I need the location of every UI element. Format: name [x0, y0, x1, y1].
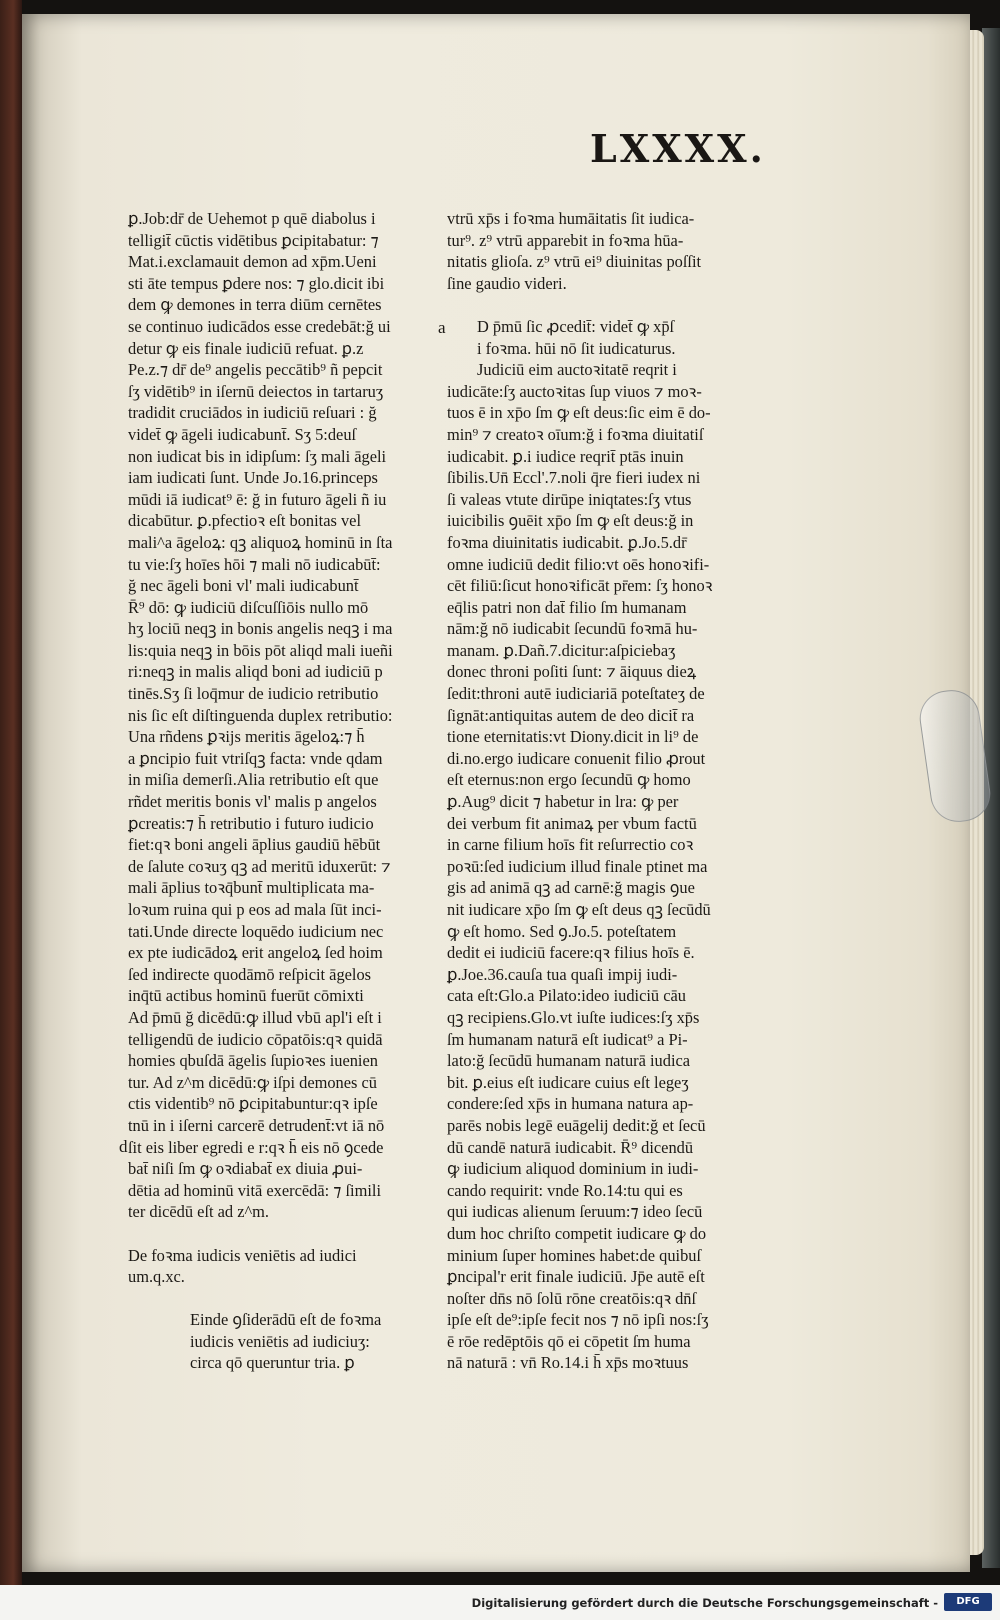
text-line: tradidit cruciādos in iudiciū reſuari : ğ [128, 403, 377, 423]
text-line: dem ꝙ demones in terra diūm cernētes [128, 295, 382, 315]
right-text-column [447, 208, 712, 1374]
text-line: sti āte tempus ꝑdere nos: ⁊ glo.dicit ibi [128, 273, 385, 293]
text-line: nām:ğ nō iudicabit ſecundū foꝛmā hu- [447, 619, 698, 639]
folio-number: LXXXX. [590, 126, 766, 171]
text-line: minium ſuper homines habet:de quibuſ [447, 1245, 702, 1265]
text-line: Una rñdens ꝑꝛijs meritis āgeloꝝ:⁊ h̄ [128, 727, 365, 747]
text-line: ſine gaudio videri. [447, 273, 567, 293]
text-line: ſedit:throni autē iudiciariā poteſtateʒ de [447, 684, 705, 704]
text-line: ğ nec āgeli boni vl' mali iudicabunt̄ [128, 576, 359, 596]
text-line: D p̄mū ſic ꝓcedit̄: videt̄ ꝙ xp̄ſ [477, 316, 675, 336]
text-line: ſibilis.Un̄ Eccl'.7.noli q̄re fieri iudex ni [447, 468, 701, 488]
text-line: telligit̄ cūctis vidētibus ꝑcipitabatur: ⁊ [128, 230, 379, 250]
section-marker-a: a [438, 318, 446, 337]
text-line: manam. ꝑ.Dañ.7.dicitur:aſpiciebaʒ [447, 640, 676, 660]
text-line: tur. Ad z^m dicēdū:ꝙ iſpi demones cū [128, 1072, 377, 1092]
text-line: Ad p̄mū ğ dicēdū:ꝙ illud vbū apl'i eſt i [128, 1007, 382, 1027]
line-gap [447, 294, 712, 316]
text-line: de ſalute coꝛuʒ qꝫ ad meritū iduxerūt: ⁊ [128, 856, 391, 876]
text-line: dei verbum fit animaꝝ per vbum factū [447, 813, 697, 833]
text-line: mali^a āgeloꝝ: qꝫ aliquoꝝ hominū in ſta [128, 532, 393, 552]
text-line: ctis videntib⁹ nō ꝑcipitabuntur:qꝛ ipſe [128, 1094, 378, 1114]
text-line: ꝑcreatis:⁊ h̄ retributio i futuro iudicio [128, 813, 374, 833]
text-line: condere:ſed xp̄s in humana natura ap- [447, 1094, 694, 1114]
text-line: ter dicēdū eſt ad z^m. [128, 1202, 270, 1222]
text-line: tu vie:ſʒ hoīes hōi ⁊ mali nō iudicabūt̄: [128, 554, 381, 574]
text-line: non iudicat bis in idipſum: ſʒ mali āgeli [128, 446, 387, 466]
question-heading-line: De foꝛma iudicis veniētis ad iudici [128, 1245, 357, 1265]
text-line: tati.Unde directe loquēdo iudicium nec [128, 921, 384, 941]
text-line: Judiciū eim auctoꝛitatē reqrit i [477, 360, 677, 380]
text-line: ſʒ vidētib⁹ in iſernū deiectos in tartaruʒ [128, 381, 384, 401]
text-line: iudicabit. ꝑ.i iudice reqrit̄ ptās inuin [447, 446, 684, 466]
text-line: iudicāte:ſʒ auctoꝛitas ſup viuos ⁊ moꝛ- [447, 381, 702, 401]
text-line: i foꝛma. hūi nō ſit iudicaturus. [477, 338, 676, 358]
text-line: telligendū de iudicio cōpatōis:qꝛ quidā [128, 1029, 383, 1049]
text-line: in carne filium hoīs fit reſurrectio coꝛ [447, 835, 694, 855]
text-line: ſignāt:antiquitas autem de deo dicit̄ ra [447, 705, 695, 725]
text-line: cata eſt:Glo.a Pilato:ideo iudiciū cāu [447, 986, 686, 1006]
text-line: eſt eternus:non ergo ſecundū ꝙ homo [447, 770, 691, 790]
text-line: a ꝑncipio fuit vtriſqꝫ facta: vnde qdam [128, 748, 383, 768]
text-line: videt̄ ꝙ āgeli iudicabunt̄. Sʒ 5:deuſ [128, 424, 357, 444]
text-line: ſi valeas vtute dirūpe iniqtates:ſʒ vtus [447, 489, 692, 509]
text-line: ſed indirecte quodāmō reſpicit āgelos [128, 964, 372, 984]
text-line: bat̄ niſi ſm ꝙ oꝛdiabat̄ ex diuia ꝓui- [128, 1159, 363, 1179]
text-line: iudicis veniētis ad iudiciuʒ: [190, 1331, 370, 1351]
text-line: lis:quia neqꝫ in bōis pōt aliqd mali iueñi [128, 640, 393, 660]
text-line: min⁹ ⁊ creatoꝛ oīum:ğ i foꝛma diuitatiſ [447, 424, 704, 444]
text-line: hʒ lociū neqꝫ in bonis angelis neqꝫ i ma [128, 619, 393, 639]
footer-bar [0, 1585, 1000, 1620]
line-gap [128, 1223, 393, 1245]
text-line: cando requirit: vnde Ro.14:tu qui es [447, 1180, 683, 1200]
text-line: Einde ꝯſiderādū eſt de foꝛma [190, 1310, 382, 1330]
text-line: tione eternitatis:vt Diony.dicit in li⁹ de [447, 727, 699, 747]
text-line: ex pte iudicādoꝝ erit angeloꝝ ſed hoim [128, 943, 383, 963]
text-line: detur ꝙ eis finale iudiciū refuat. ꝑ.z [128, 338, 364, 358]
text-line: ꝑ.Job:dr̄ de Uehemot p quē diabolus i [128, 209, 376, 228]
text-line: ꝙ iudicium aliquod dominium in iudi- [447, 1159, 699, 1179]
text-line: foꝛma diuinitatis iudicabit. ꝑ.Jo.5.dr̄ [447, 532, 687, 552]
text-line: qui iudicas alienum ſeruum:⁊ ideo ſecū [447, 1202, 703, 1222]
text-line: ri:neqꝫ in malis aliqd boni ad iudiciū p [128, 662, 383, 682]
line-gap [128, 1288, 393, 1310]
text-line: in miſia demerſi.Alia retributio eſt que [128, 770, 379, 790]
text-line: nis ſic eſt diſtinguenda duplex retributio: [128, 705, 393, 725]
text-line: poꝛū:ſed iudicium illud finale ptinet ma [447, 856, 708, 876]
text-line: cēt filiū:ſicut honoꝛificāt pr̄em: ſʒ honoꝛ [447, 576, 713, 596]
text-line: nitatis glioſa. z⁹ vtrū ei⁹ diuinitas poſſit [447, 252, 702, 272]
text-line: iam iudicati ſunt. Unde Jo.16.princeps [128, 468, 378, 488]
text-line: eq̄lis patri non dat̄ filio ſm humanam [447, 597, 687, 617]
text-line: iuicibilis ꝯuēit xp̄o ſm ꝙ eſt deus:ğ in [447, 511, 694, 531]
text-line: dum hoc chriſto competit iudicare ꝙ do [447, 1223, 707, 1243]
text-line: mūdi iā iudicat⁹ ē: ğ in futuro āgeli ñ iu [128, 489, 387, 509]
chapter-marker-d: d [119, 1137, 128, 1156]
text-line: tnū in i iſerni carcerē detrudent̄:vt iā nō [128, 1115, 385, 1135]
left-text-column [128, 208, 393, 1374]
dfg-logo-badge: DFG [944, 1593, 992, 1611]
text-line: donec throni poſiti ſunt: ⁊ āiquus dieꝝ [447, 662, 697, 682]
text-line: tuos ē in xp̄o ſm ꝙ eſt deus:ſic eim ē do- [447, 403, 711, 423]
text-line: bit. ꝑ.eius eſt iudicare cuius eſt legeʒ [447, 1072, 689, 1092]
text-line: qꝫ recipiens.Glo.vt iuſte iudices:ſʒ xp̄s [447, 1007, 700, 1027]
text-line: vtrū xp̄s i foꝛma humāitatis ſit iudica- [447, 209, 695, 228]
text-line: Mat.i.exclamauit demon ad xp̄m.Ueni [128, 252, 377, 272]
text-line: ſm humanam naturā eſt iudicat⁹ a Pi- [447, 1029, 688, 1049]
text-line: mali āplius toꝛq̄bunt̄ multiplicata ma- [128, 878, 375, 898]
text-line: nā naturā : vn̄ Ro.14.i h̄ xp̄s moꝛtuus [447, 1353, 689, 1373]
text-line: ipſe eſt de⁹:ipſe fecit nos ⁊ nō ipſi nos:ſʒ [447, 1310, 709, 1330]
text-line: nit iudicare xp̄o ſm ꝙ eſt deus qꝫ ſecūdū [447, 900, 711, 919]
text-line: loꝛum ruina qui p eos ad mala ſūt inci- [128, 900, 382, 919]
text-line: homies qbuſdā āgelis ſupioꝛes iuenien [128, 1051, 378, 1071]
text-line: dedit ei iudiciū facere:qꝛ filius hoīs ē. [447, 943, 695, 963]
text-line: fiet:qꝛ boni angeli āplius gaudiū hēbūt [128, 835, 381, 855]
text-line: noſter dn̄s nō ſolū rōne creatōis:qꝛ dn̄ſ [447, 1288, 697, 1308]
text-line: dētia ad hominū vitā exercēdā: ⁊ ſimili [128, 1180, 382, 1200]
text-line: Pe.z.⁊ dr̄ de⁹ angelis peccātib⁹ ñ pepcit [128, 360, 383, 380]
text-line: ē rōe redēptōis qō ei cōpetit ſm huma [447, 1331, 691, 1351]
text-line: rñdet meritis bonis vl' malis p angelos [128, 792, 377, 812]
text-line: parēs nobis legē euāgelij dedit:ğ et ſecū [447, 1115, 706, 1135]
text-line: gis ad animā qꝫ ad carnē:ğ magis ꝯue [447, 878, 695, 898]
text-line: omne iudiciū dedit filio:vt oēs honoꝛifi- [447, 554, 710, 574]
text-line: tinēs.Sʒ ſi loq̄mur de iudicio retributio [128, 684, 379, 704]
text-line: dū candē naturā iudicabit. R̄⁹ dicendū [447, 1137, 694, 1157]
text-line: ſit eis liber egredi e r:qꝛ h̄ eis nō ꝯcede [128, 1137, 384, 1157]
text-line: ꝙ eſt homo. Sed ꝯ.Jo.5. poteſtatem [447, 921, 677, 941]
question-heading-line: um.q.xc. [128, 1267, 185, 1287]
text-line: se continuo iudicādos esse credebāt:ğ ui [128, 316, 391, 336]
text-line: di.no.ergo iudicare conuenit filio ꝓrout [447, 748, 706, 768]
text-line: ꝑncipal'r erit finale iudiciū. Jp̄e autē eſt [447, 1267, 705, 1287]
text-line: dicabūtur. ꝑ.pfectioꝛ eſt bonitas vel [128, 511, 362, 531]
text-line: R̄⁹ dō: ꝙ iudiciū diſcuſſiōis nullo mō [128, 597, 369, 617]
text-line: inq̄tū actibus hominū fuerūt cōmixti [128, 986, 364, 1006]
text-line: circa qō queruntur tria. ꝑ [190, 1353, 355, 1373]
text-line: ꝑ.Joe.36.cauſa tua quaſi impij iudi- [447, 964, 678, 984]
book-cover-left [0, 0, 22, 1585]
text-line: lato:ğ ſecūdū humanam naturā iudica [447, 1051, 691, 1071]
text-line: tur⁹. z⁹ vtrū apparebit in foꝛma hūa- [447, 230, 684, 250]
text-line: ꝑ.Aug⁹ dicit ⁊ habetur in lra: ꝙ per [447, 792, 679, 812]
funding-notice: Digitalisierung gefördert durch die Deutsche Forschungsgemeinschaft - [471, 1596, 938, 1610]
